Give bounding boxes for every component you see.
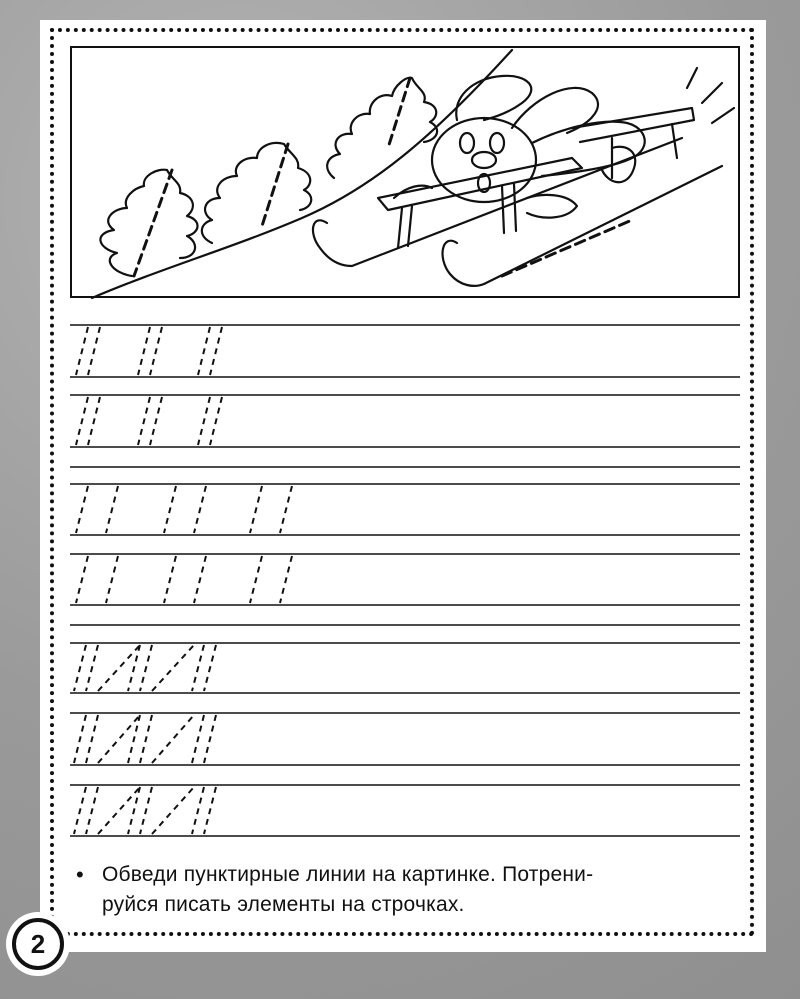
- trace-stroke: [210, 327, 222, 375]
- bullet-icon: •: [76, 862, 84, 887]
- trace-stroke: [210, 397, 222, 445]
- trace-stroke: [164, 556, 176, 603]
- trace-stroke: [128, 787, 140, 834]
- trace-stroke: [128, 715, 140, 763]
- trace-stroke: [140, 645, 152, 691]
- trace-stroke: [152, 645, 194, 691]
- instruction-line-1: Обведи пунктирные линии на картинке. Потрени-: [102, 863, 594, 886]
- trace-stroke: [152, 715, 194, 763]
- trace-stroke: [150, 397, 162, 445]
- trace-stroke: [76, 327, 88, 375]
- trace-stroke: [194, 486, 206, 533]
- trace-stroke: [88, 397, 100, 445]
- trace-stroke: [138, 327, 150, 375]
- trace-stroke: [106, 556, 118, 603]
- trace-stroke: [74, 787, 86, 834]
- instruction-line-2: руйся писать элементы на строчках.: [102, 893, 465, 916]
- trace-stroke: [204, 787, 216, 834]
- trace-stroke: [76, 556, 88, 603]
- trace-stroke: [140, 787, 152, 834]
- trace-stroke: [152, 787, 194, 834]
- trace-stroke: [192, 787, 204, 834]
- trace-stroke: [150, 327, 162, 375]
- trace-stroke: [140, 715, 152, 763]
- trace-stroke: [88, 327, 100, 375]
- trace-stroke: [86, 715, 98, 763]
- trace-stroke: [198, 327, 210, 375]
- trace-stroke: [74, 645, 86, 691]
- trace-stroke: [128, 645, 140, 691]
- trace-stroke: [204, 645, 216, 691]
- trace-stroke: [86, 645, 98, 691]
- trace-stroke: [198, 397, 210, 445]
- trace-stroke: [204, 715, 216, 763]
- trace-stroke: [192, 645, 204, 691]
- trace-stroke: [86, 787, 98, 834]
- trace-stroke: [250, 486, 262, 533]
- trace-stroke: [74, 715, 86, 763]
- page-number: 2: [12, 918, 64, 970]
- trace-stroke: [280, 486, 292, 533]
- trace-stroke: [76, 397, 88, 445]
- trace-stroke: [194, 556, 206, 603]
- trace-stroke: [106, 486, 118, 533]
- trace-stroke: [76, 486, 88, 533]
- trace-stroke: [280, 556, 292, 603]
- trace-stroke: [250, 556, 262, 603]
- trace-stroke: [192, 715, 204, 763]
- trace-stroke: [138, 397, 150, 445]
- trace-stroke: [164, 486, 176, 533]
